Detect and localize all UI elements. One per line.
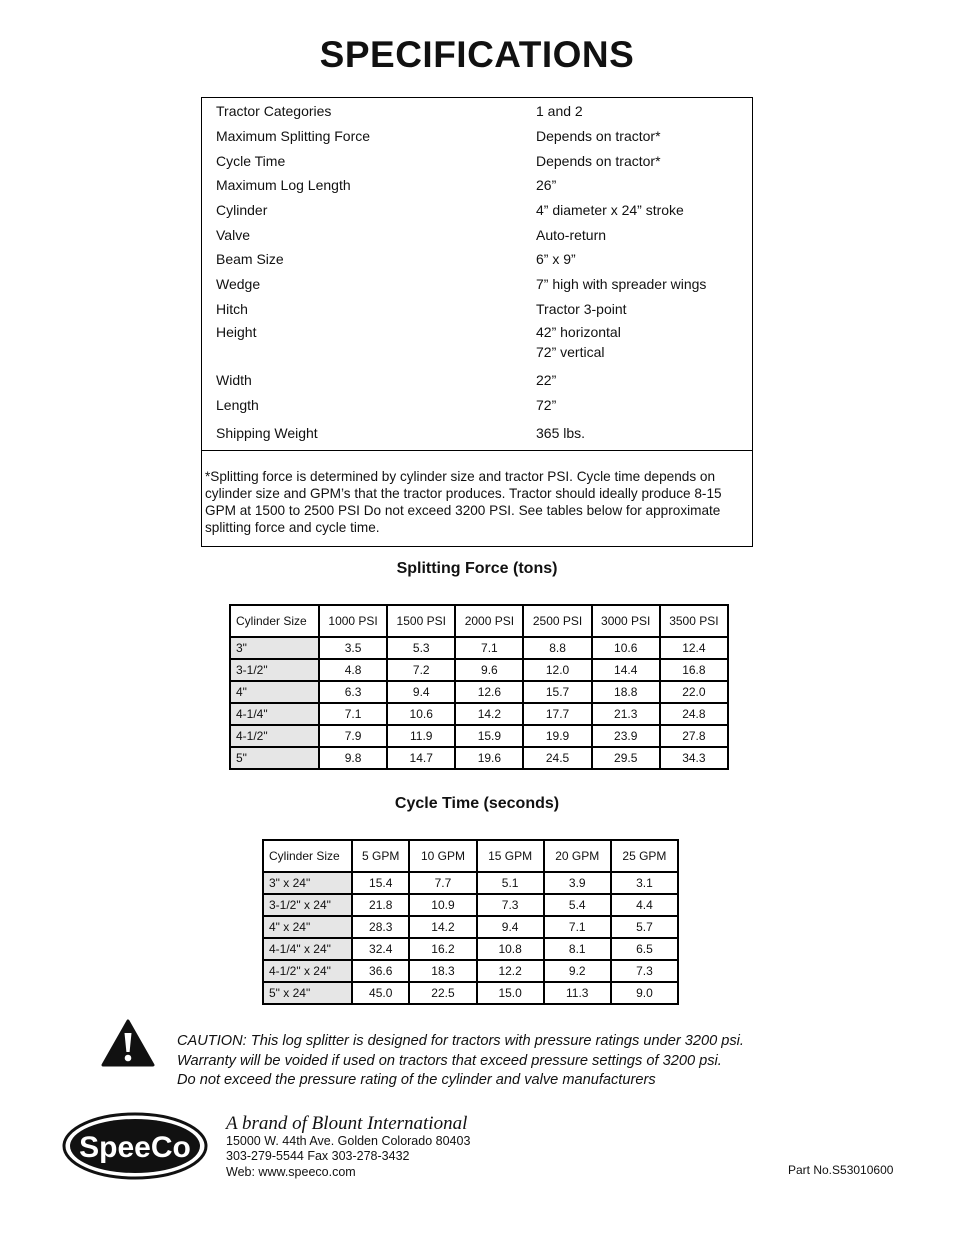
spec-label: Tractor Categories <box>216 103 332 119</box>
table-row <box>263 960 678 982</box>
column-header: 25 GPM <box>611 840 678 872</box>
table-cell: 4-1/4" x 24" <box>263 938 352 960</box>
table-cell: 3" <box>230 637 319 659</box>
table-cell: 7.1 <box>319 703 387 725</box>
table-row <box>230 725 728 747</box>
table-cell: 3.9 <box>544 872 611 894</box>
cycle-time-title: Cycle Time (seconds) <box>394 795 560 812</box>
spec-value: Tractor 3-point <box>536 301 627 317</box>
spec-label: Cylinder <box>216 202 268 218</box>
table-cell: 19.9 <box>523 725 591 747</box>
spec-label: Length <box>216 397 259 413</box>
spec-label: Width <box>216 372 252 388</box>
table-cell: 23.9 <box>592 725 660 747</box>
table-cell: 15.4 <box>352 872 409 894</box>
column-header: 20 GPM <box>544 840 611 872</box>
spec-label: Beam Size <box>216 251 284 267</box>
table-cell: 12.4 <box>660 637 728 659</box>
table-cell: 4-1/4" <box>230 703 319 725</box>
table-cell: 29.5 <box>592 747 660 769</box>
table-cell: 4-1/2" x 24" <box>263 960 352 982</box>
table-cell: 5" x 24" <box>263 982 352 1004</box>
column-header: 2500 PSI <box>523 605 591 637</box>
spec-value: 42” horizontal <box>536 324 621 340</box>
table-cell: 6.3 <box>319 681 387 703</box>
table-cell: 9.8 <box>319 747 387 769</box>
caution-line: CAUTION: This log splitter is designed for tractors with pressure ratings under 3200 psi. <box>177 1033 744 1049</box>
spec-label: Maximum Splitting Force <box>216 128 371 144</box>
table-cell: 22.5 <box>409 982 476 1004</box>
table-cell: 18.3 <box>409 960 476 982</box>
table-cell: 7.3 <box>611 960 678 982</box>
table-row <box>263 938 678 960</box>
spec-value: 6” x 9” <box>536 251 576 267</box>
table-cell: 5.7 <box>611 916 678 938</box>
caution-line: Do not exceed the pressure rating of the cylinder and valve manufacturers <box>177 1072 656 1088</box>
column-header: 15 GPM <box>477 840 544 872</box>
table-cell: 4-1/2" <box>230 725 319 747</box>
table-cell: 15.0 <box>477 982 544 1004</box>
cycle-time-table <box>262 839 679 1005</box>
spec-value: 22” <box>536 372 557 388</box>
table-cell: 4.4 <box>611 894 678 916</box>
svg-text:SpeeCo: SpeeCo <box>79 1131 191 1164</box>
page-title: SPECIFICATIONS <box>319 34 635 75</box>
table-cell: 5" <box>230 747 319 769</box>
part-number: Part No.S53010600 <box>788 1163 894 1177</box>
table-cell: 5.1 <box>477 872 544 894</box>
spec-value: 1 and 2 <box>536 103 583 119</box>
spec-label: Cycle Time <box>216 153 286 169</box>
spec-footnote: *Splitting force is determined by cylinder size and tractor PSI. Cycle time depends on cylinder size and GPM’s that the tractor produces. Tractor should ideally produce 8-15 GPM at 1500 to 2500 PSI Do not exceed 3200 PSI. See tables below for approximate splitting force and cycle time. <box>205 469 722 535</box>
table-cell: 21.3 <box>592 703 660 725</box>
address: 15000 W. 44th Ave. Golden Colorado 80403 <box>226 1134 471 1148</box>
column-header: 3000 PSI <box>592 605 660 637</box>
spec-label: Maximum Log Length <box>216 177 351 193</box>
speeco-logo <box>62 1112 208 1185</box>
table-cell: 5.4 <box>544 894 611 916</box>
table-cell: 7.2 <box>387 659 455 681</box>
table-header-row <box>263 840 678 872</box>
table-cell: 9.0 <box>611 982 678 1004</box>
phone-fax: 303-279-5544 Fax 303-278-3432 <box>226 1149 410 1163</box>
website: Web: www.speeco.com <box>226 1165 356 1179</box>
table-cell: 22.0 <box>660 681 728 703</box>
brand-tagline: A brand of Blount International <box>226 1113 468 1134</box>
column-header: 5 GPM <box>352 840 409 872</box>
table-cell: 8.1 <box>544 938 611 960</box>
spec-value: 72” vertical <box>536 344 605 360</box>
spec-value: Auto-return <box>536 227 607 243</box>
table-row <box>263 894 678 916</box>
table-cell: 14.2 <box>409 916 476 938</box>
table-cell: 16.8 <box>660 659 728 681</box>
table-cell: 15.9 <box>455 725 523 747</box>
table-cell: 16.2 <box>409 938 476 960</box>
splitting-force-title: Splitting Force (tons) <box>396 560 558 577</box>
spec-label: Height <box>216 324 257 340</box>
table-cell: 24.5 <box>523 747 591 769</box>
table-row <box>230 747 728 769</box>
caution-line: Warranty will be voided if used on tractors that exceed pressure settings of 3200 psi. <box>177 1052 722 1069</box>
table-cell: 18.8 <box>592 681 660 703</box>
table-cell: 14.7 <box>387 747 455 769</box>
table-row <box>263 872 678 894</box>
table-row <box>230 659 728 681</box>
column-header: 1500 PSI <box>387 605 455 637</box>
table-cell: 27.8 <box>660 725 728 747</box>
table-row <box>230 681 728 703</box>
table-cell: 9.6 <box>455 659 523 681</box>
column-header: Cylinder Size <box>263 840 352 872</box>
table-cell: 7.7 <box>409 872 476 894</box>
table-cell: 10.9 <box>409 894 476 916</box>
spec-value: Depends on tractor* <box>536 153 661 169</box>
table-cell: 3" x 24" <box>263 872 352 894</box>
table-cell: 34.3 <box>660 747 728 769</box>
table-cell: 9.2 <box>544 960 611 982</box>
table-cell: 7.3 <box>477 894 544 916</box>
table-cell: 28.3 <box>352 916 409 938</box>
table-cell: 36.6 <box>352 960 409 982</box>
spec-value: 26” <box>536 177 557 193</box>
specifications-box <box>201 97 753 547</box>
table-cell: 4.8 <box>319 659 387 681</box>
caution-text <box>177 1032 744 1091</box>
table-cell: 3.5 <box>319 637 387 659</box>
table-cell: 24.8 <box>660 703 728 725</box>
table-cell: 14.4 <box>592 659 660 681</box>
table-cell: 7.9 <box>319 725 387 747</box>
warning-icon <box>101 1019 155 1072</box>
spec-label: Hitch <box>216 301 248 317</box>
table-cell: 17.7 <box>523 703 591 725</box>
table-cell: 11.3 <box>544 982 611 1004</box>
column-header: Cylinder Size <box>230 605 319 637</box>
table-cell: 45.0 <box>352 982 409 1004</box>
table-cell: 12.2 <box>477 960 544 982</box>
table-row <box>263 916 678 938</box>
column-header: 2000 PSI <box>455 605 523 637</box>
table-row <box>263 982 678 1004</box>
spec-label: Shipping Weight <box>216 425 318 441</box>
table-cell: 4" <box>230 681 319 703</box>
column-header: 3500 PSI <box>660 605 728 637</box>
divider <box>202 450 752 451</box>
table-cell: 10.6 <box>592 637 660 659</box>
table-cell: 11.9 <box>387 725 455 747</box>
table-cell: 3-1/2" x 24" <box>263 894 352 916</box>
table-cell: 3.1 <box>611 872 678 894</box>
spec-value: 4” diameter x 24” stroke <box>536 202 684 218</box>
table-cell: 5.3 <box>387 637 455 659</box>
table-cell: 12.0 <box>523 659 591 681</box>
column-header: 10 GPM <box>409 840 476 872</box>
table-header-row <box>230 605 728 637</box>
table-cell: 32.4 <box>352 938 409 960</box>
table-cell: 7.1 <box>455 637 523 659</box>
table-cell: 12.6 <box>455 681 523 703</box>
table-row <box>230 703 728 725</box>
spec-value: 365 lbs. <box>536 425 586 441</box>
table-cell: 9.4 <box>387 681 455 703</box>
table-cell: 15.7 <box>523 681 591 703</box>
spec-value: 72” <box>536 397 557 413</box>
table-cell: 10.6 <box>387 703 455 725</box>
table-cell: 7.1 <box>544 916 611 938</box>
table-cell: 8.8 <box>523 637 591 659</box>
table-cell: 21.8 <box>352 894 409 916</box>
table-cell: 3-1/2" <box>230 659 319 681</box>
table-cell: 6.5 <box>611 938 678 960</box>
table-cell: 14.2 <box>455 703 523 725</box>
splitting-force-table <box>229 604 729 770</box>
spec-label: Valve <box>216 227 250 243</box>
table-cell: 10.8 <box>477 938 544 960</box>
spec-value: Depends on tractor* <box>536 128 661 144</box>
spec-value: 7” high with spreader wings <box>536 276 707 292</box>
table-cell: 19.6 <box>455 747 523 769</box>
column-header: 1000 PSI <box>319 605 387 637</box>
table-row <box>230 637 728 659</box>
spec-label: Wedge <box>216 276 261 292</box>
table-cell: 4" x 24" <box>263 916 352 938</box>
table-cell: 9.4 <box>477 916 544 938</box>
